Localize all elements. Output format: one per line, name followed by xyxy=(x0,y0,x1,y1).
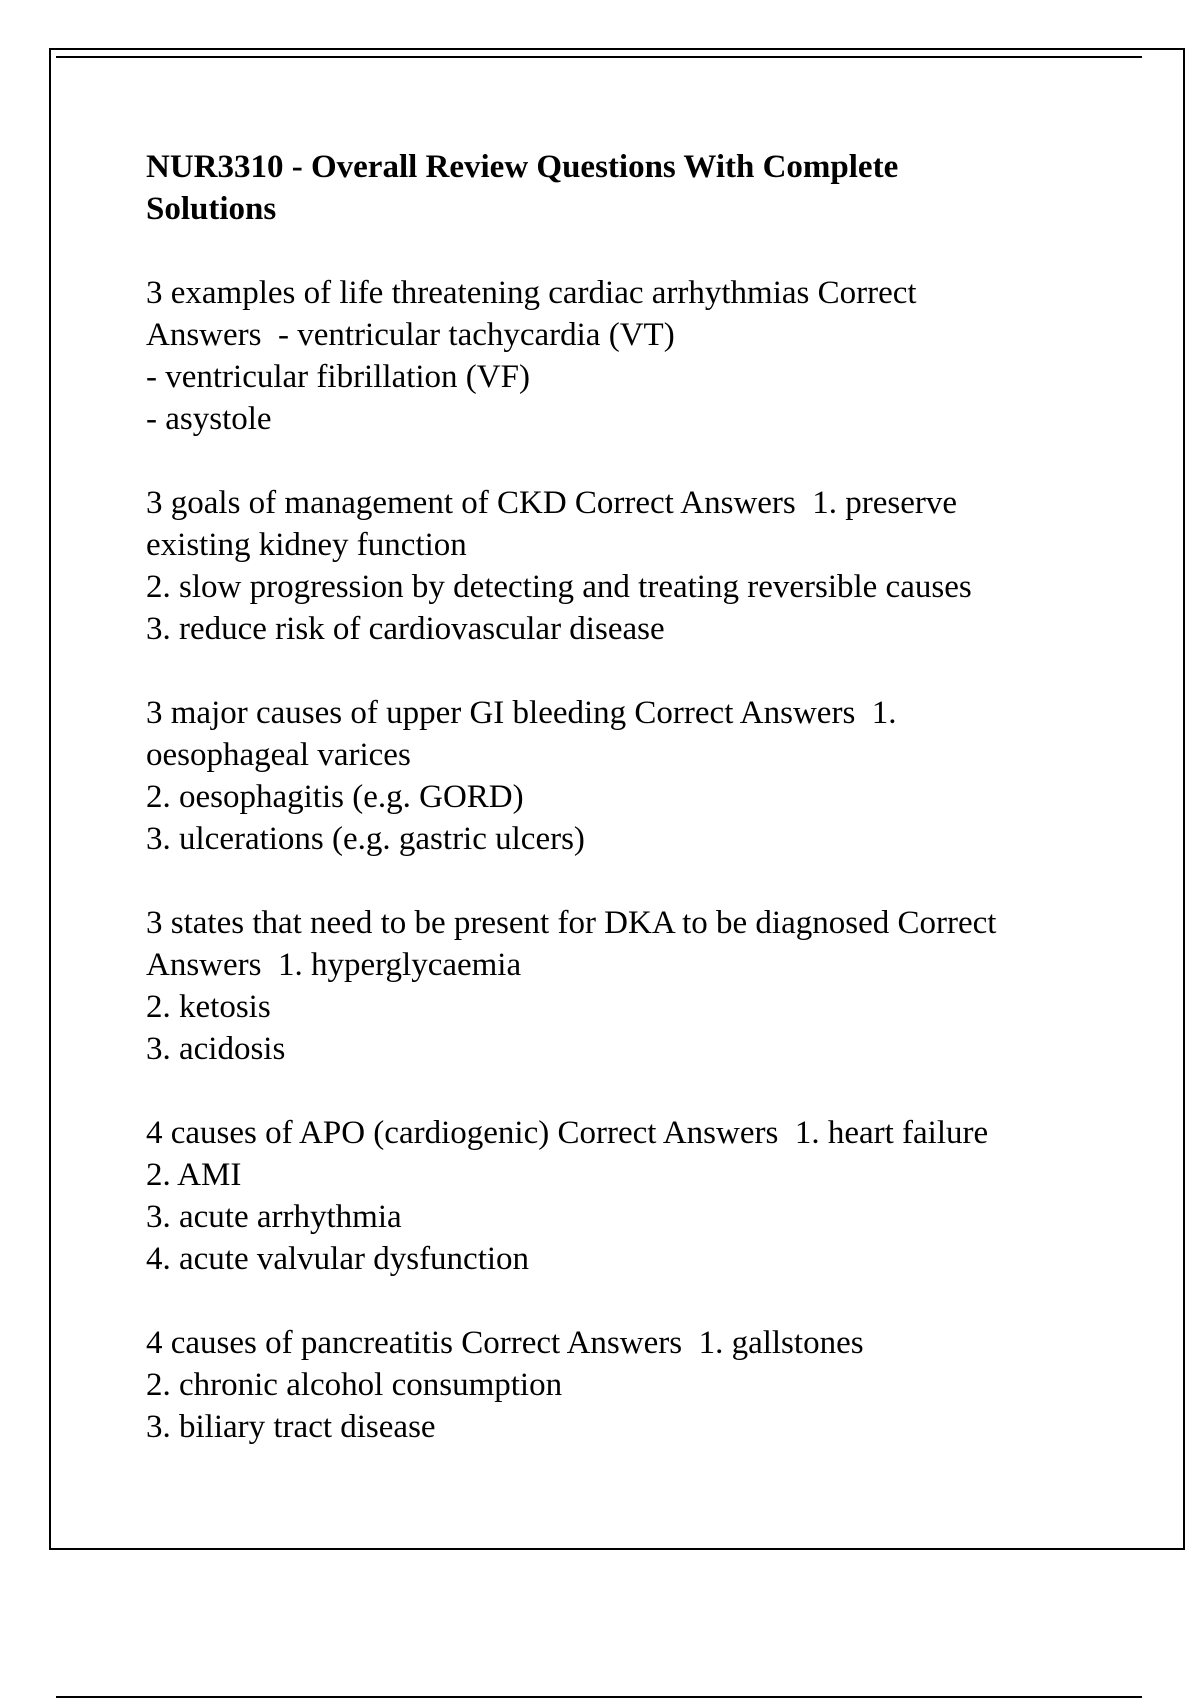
qa-line: 3 goals of management of CKD Correct Answers 1. preserve xyxy=(146,485,958,521)
document-content xyxy=(146,146,1106,1490)
qa-item-gi-bleeding xyxy=(146,692,1106,860)
qa-line: 3. acute arrhythmia xyxy=(146,1199,402,1235)
top-rule-divider xyxy=(56,56,1142,58)
qa-line: 4 causes of APO (cardiogenic) Correct Answers 1. heart failure xyxy=(146,1115,989,1151)
qa-item-arrhythmias xyxy=(146,272,1106,440)
qa-line: 4 causes of pancreatitis Correct Answers 1. gallstones xyxy=(146,1325,864,1361)
qa-line: 4. acute valvular dysfunction xyxy=(146,1241,530,1277)
qa-item-ckd xyxy=(146,482,1106,650)
qa-line: existing kidney function xyxy=(146,527,467,563)
qa-line: 2. slow progression by detecting and treating reversible causes xyxy=(146,569,972,605)
qa-line: 3 major causes of upper GI bleeding Correct Answers 1. xyxy=(146,695,897,731)
qa-item-dka xyxy=(146,902,1106,1070)
qa-line: 2. AMI xyxy=(146,1157,242,1193)
qa-line: Answers - ventricular tachycardia (VT) xyxy=(146,317,675,353)
title-line: NUR3310 - Overall Review Questions With Complete xyxy=(146,149,899,185)
qa-line: Answers 1. hyperglycaemia xyxy=(146,947,522,983)
qa-item-pancreatitis xyxy=(146,1322,1106,1448)
qa-line: 3. acidosis xyxy=(146,1031,286,1067)
qa-line: 2. oesophagitis (e.g. GORD) xyxy=(146,779,524,815)
qa-line: 3. reduce risk of cardiovascular disease xyxy=(146,611,665,647)
qa-line: oesophageal varices xyxy=(146,737,411,773)
title-line: Solutions xyxy=(146,191,277,227)
qa-line: 3 examples of life threatening cardiac arrhythmias Correct xyxy=(146,275,917,311)
qa-line: 3. ulcerations (e.g. gastric ulcers) xyxy=(146,821,585,857)
qa-line: - asystole xyxy=(146,401,272,437)
bottom-rule-divider xyxy=(56,1696,1142,1698)
qa-line: 2. ketosis xyxy=(146,989,271,1025)
qa-item-apo xyxy=(146,1112,1106,1280)
qa-line: 2. chronic alcohol consumption xyxy=(146,1367,563,1403)
qa-line: 3. biliary tract disease xyxy=(146,1409,436,1445)
qa-line: 3 states that need to be present for DKA to be diagnosed Correct xyxy=(146,905,997,941)
qa-line: - ventricular fibrillation (VF) xyxy=(146,359,530,395)
document-title xyxy=(146,146,1106,230)
